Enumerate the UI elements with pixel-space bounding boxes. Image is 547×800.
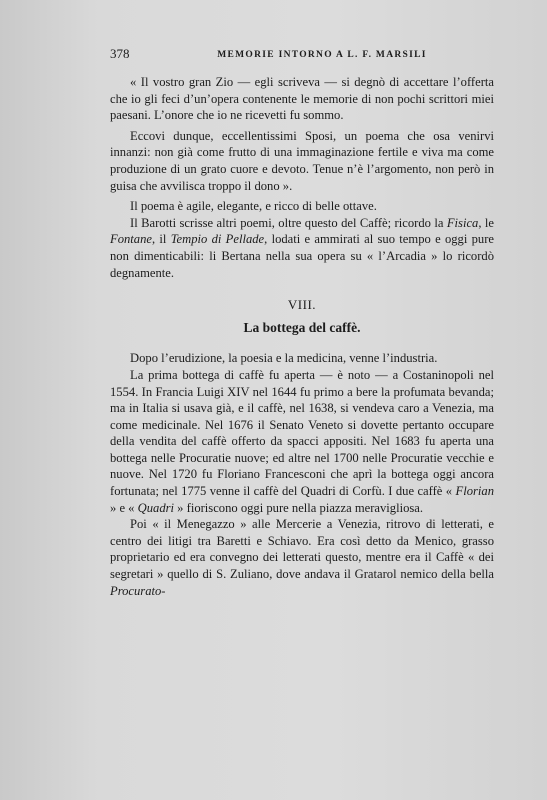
title-fontane: Fontane: [110, 232, 152, 247]
page-number: 378: [110, 46, 130, 61]
word-procurato: Procurato-: [110, 583, 166, 598]
paragraph-poem-praise: Il poema è agile, elegante, e ricco di belle ottave.: [130, 199, 377, 214]
paragraph-letter-quote: « Il vostro gran Zio — egli scriveva — si degnò di accettare l’offerta che io gli feci d’un’opera contenente le memorie di non pochi scrittori miei paesani. L’onore che io ne ricevetti fu sommo.: [110, 75, 494, 123]
running-head: MEMORIE INTORNO A L. F. MARSILI: [217, 50, 427, 60]
paragraph-barotti-works: Il Barotti scrisse altri poemi, oltre questo del Caffè; ricordo la Fisica, le Fontane, il Tempio di Pellade, lodati e ammirati al suo tempo e oggi pure non dimenticabili: li Bertana nella sua opera su « l’Arcadia » lo ricordò degnamente.: [110, 215, 495, 280]
section-title: La bottega del caffè.: [243, 319, 361, 335]
paragraph-industry: Dopo l’erudizione, la poesia e la medicina, venne l’industria.: [130, 351, 438, 366]
section-number: VIII.: [287, 297, 317, 313]
paragraph-menegazzo: Poi « il Menegazzo » alle Mercerie a Venezia, ritrovo di letterati, e centro dei litigi tra Baretti e Schiavo. Era così detto da Menico, grasso proprietario ed era convegno dei letterati questo, mentre era il Caffè « dei segretari » quello di S. Zuliano, dove andava il Gratarol nemico della bella Procurato-: [110, 517, 494, 598]
page-header: [110, 44, 494, 66]
title-tempio: Tempio di Pellade: [170, 232, 265, 247]
title-fisica: Fisica: [446, 215, 479, 230]
name-quadri: Quadri: [137, 500, 175, 515]
name-florian: Florian: [455, 484, 494, 499]
body-text: [110, 74, 494, 599]
paragraph-dedication: Eccovi dunque, eccellentissimi Sposi, un poema che osa venirvi innanzi: non già come frutto di una immaginazione fertile e viva ma come produzione di un grato cuore e devoto. Tenue n’è l’argomento, non però in guisa che avvilisca troppo il dono ».: [110, 128, 494, 193]
paragraph-coffee-history: La prima bottega di caffè fu aperta — è noto — a Costaninopoli nel 1554. In Francia Luigi XIV nel 1644 fu primo a bere la profumata bevanda; ma in Italia si usava già, e il caffè, nel 1638, si vendeva caro a Venezia, ma come medicinale. Nel 1676 il Senato Veneto si dovette pertanto occupare della vendita del caffè offerto da spacci appositi. Nel 1683 fu aperta una bottega nelle Procuratie nuove; ed altre nel 1700 nelle Procuratie vecchie e nuove. Nel 1720 fu Floriano Francesconi che aprì la bottega oggi ancora fortunata; nel 1775 venne il caffè del Quadri di Corfù. I due caffè « Florian » e « Quadri » fioriscono oggi pure nella piazza meravigliosa.: [110, 367, 494, 515]
